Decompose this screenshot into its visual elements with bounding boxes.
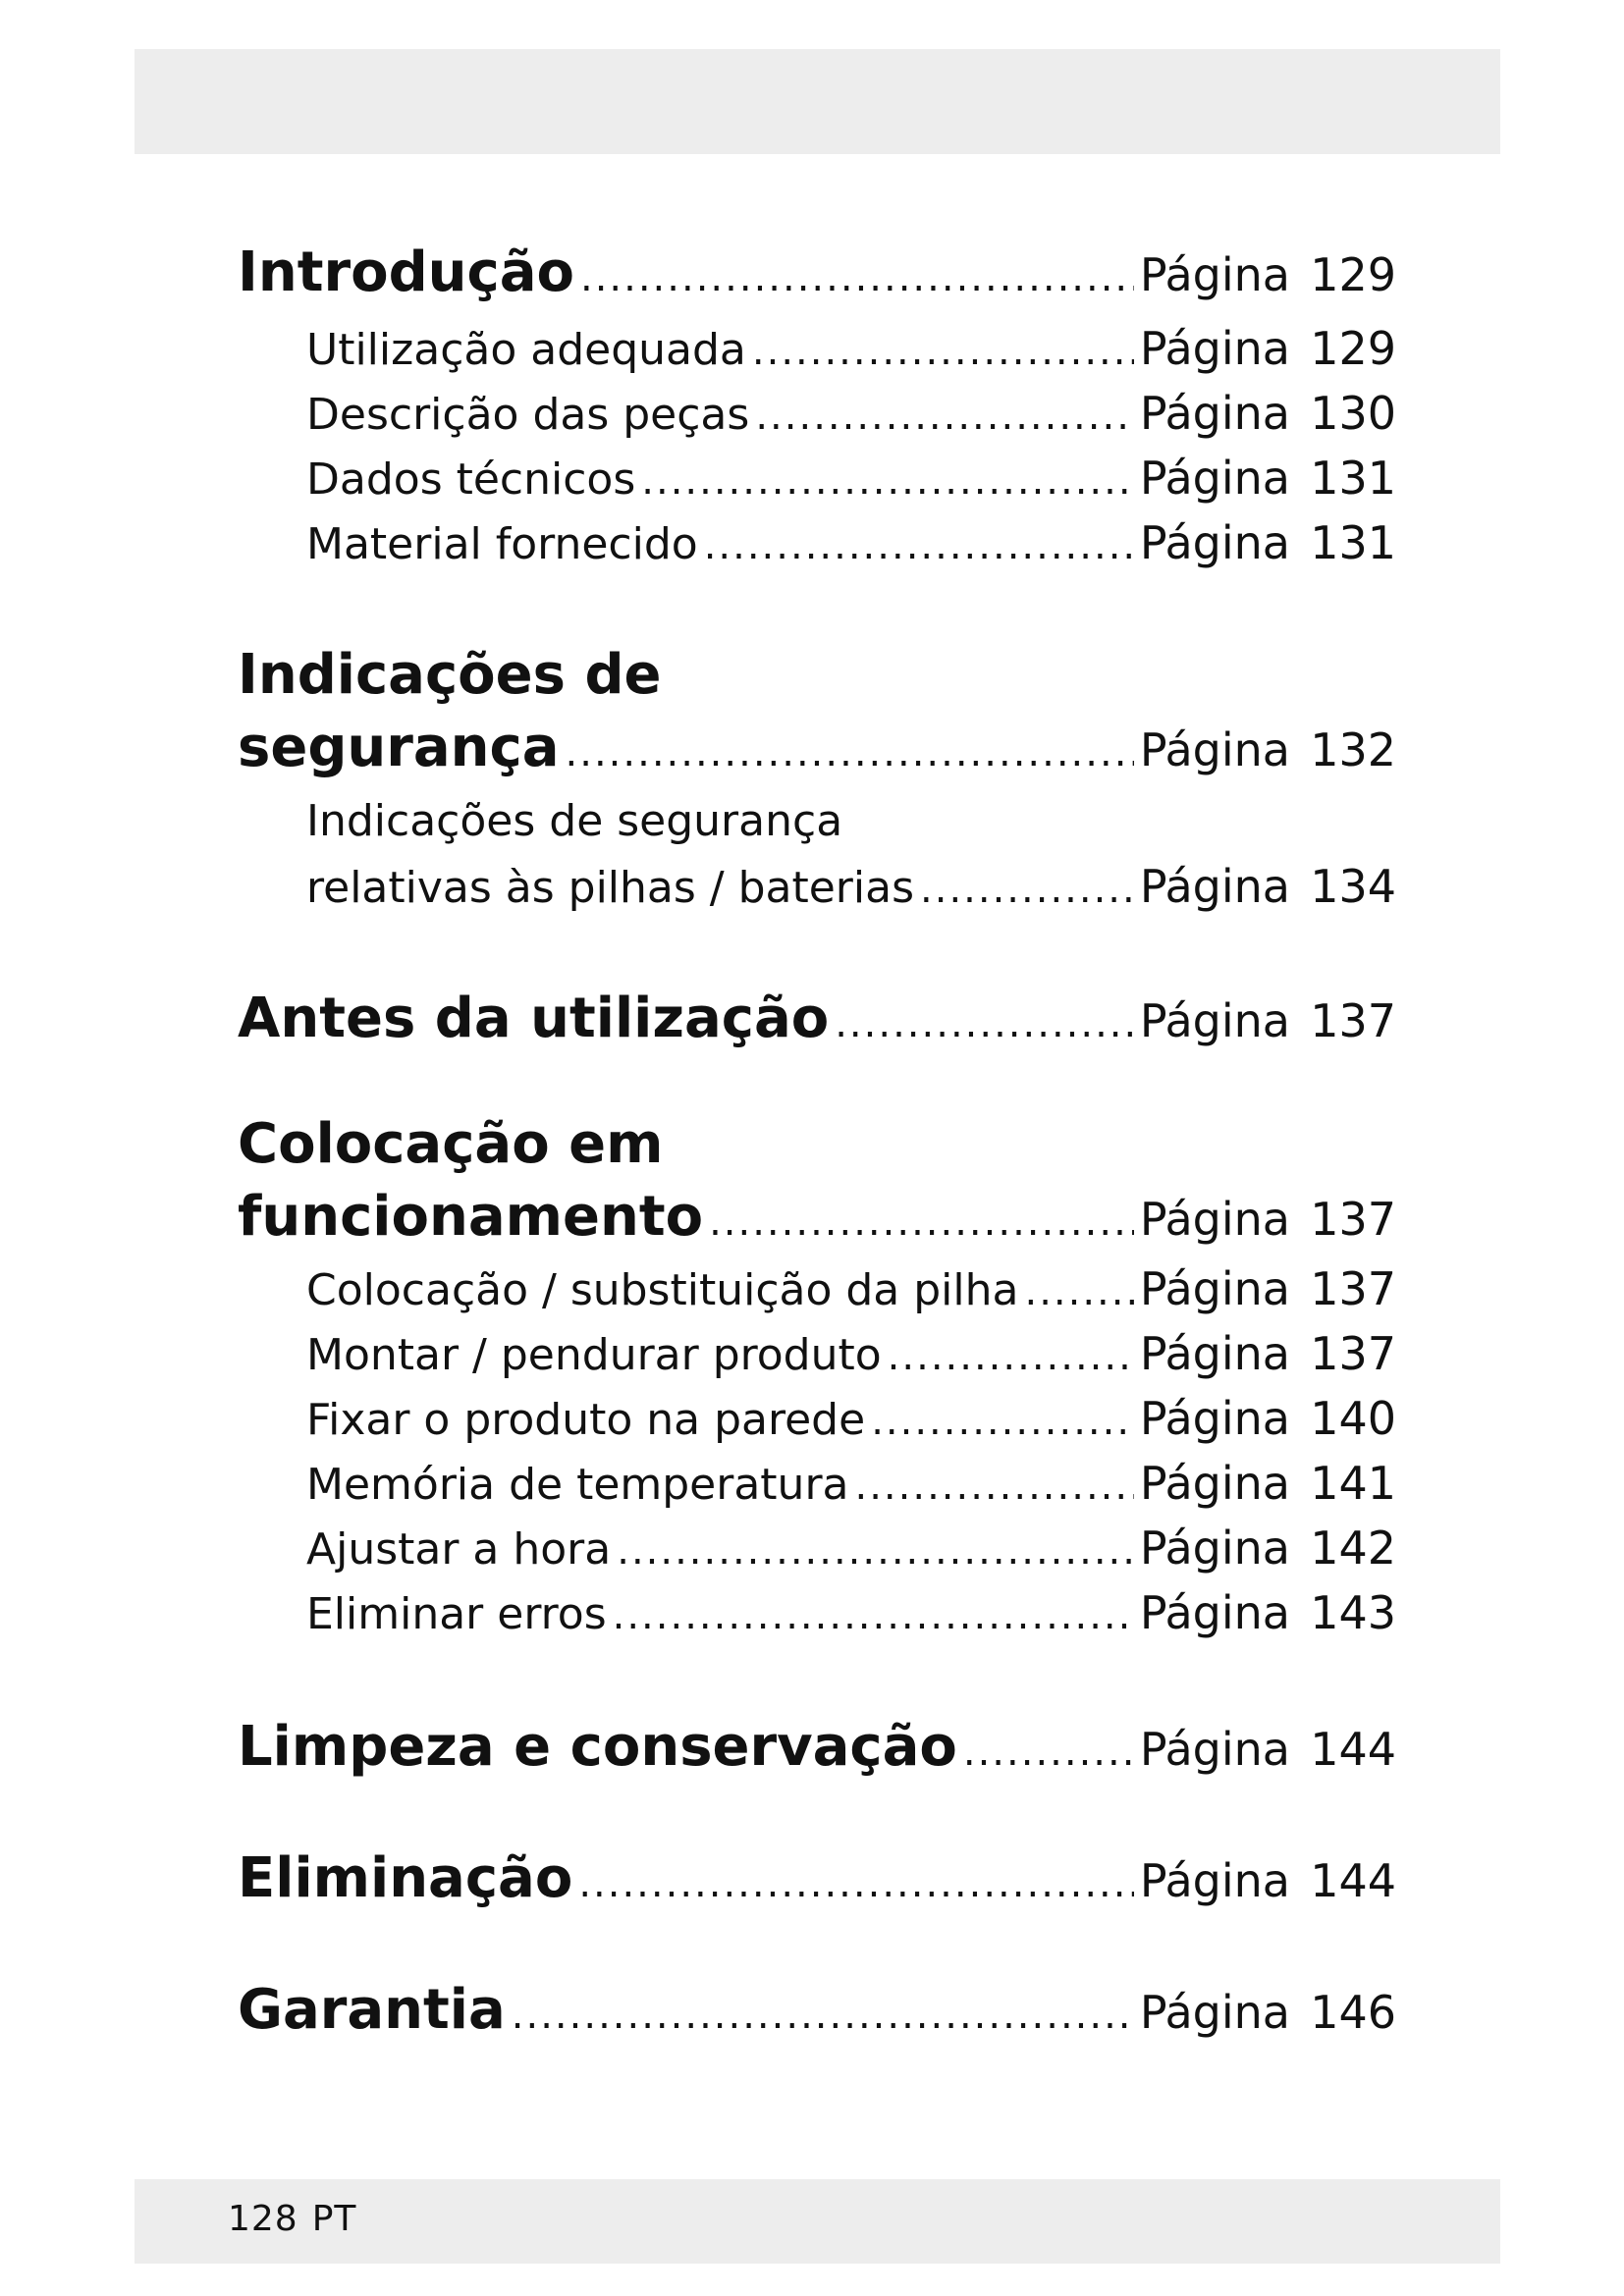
toc-title: Ajustar a hora [306,1524,612,1575]
toc-title: funcionamento [238,1185,704,1249]
toc-leader [566,716,1134,785]
toc-title: Montar / pendurar produto [306,1330,882,1380]
toc-page-number: 130 [1310,387,1396,440]
toc-page-label: Página [1139,1586,1290,1639]
toc-title: Colocação / substituição da pilha [306,1265,1019,1315]
toc-page-number: 144 [1310,1854,1396,1907]
toc-leader [871,1389,1134,1451]
toc-page-label: Página [1139,248,1290,301]
toc-subentry[interactable] [306,1256,1396,1321]
toc-title: Fixar o produto na parede [306,1395,866,1445]
toc-leader [617,1519,1134,1580]
toc-page-label: Página [1139,452,1290,505]
toc-page-number: 129 [1310,322,1396,375]
toc-page-number: 142 [1310,1522,1396,1575]
toc-entry-introducao[interactable] [238,236,1396,310]
toc-title-line: Indicações de [238,643,662,707]
toc-page-label: Página [1139,1193,1290,1246]
toc-subentry[interactable] [306,1516,1396,1580]
toc-title: Utilização adequada [306,325,746,375]
toc-title: Antes da utilização [238,987,830,1050]
toc-page-number: 146 [1310,1986,1396,2039]
toc-subentry[interactable] [306,510,1396,575]
toc-leader [641,449,1134,510]
toc-page-label: Página [1139,1392,1290,1445]
toc-entry-eliminacao[interactable] [238,1842,1396,1916]
toc-leader [709,1185,1134,1255]
toc-subentry[interactable] [306,854,1396,919]
page-number: 128 [228,2199,298,2239]
page-footer [228,2195,356,2244]
toc-title: Eliminar erros [306,1589,607,1639]
toc-leader [578,1846,1134,1916]
toc-leader [755,384,1133,446]
language-code: PT [311,2199,357,2239]
toc-page-number: 144 [1310,1723,1396,1776]
toc-entry-limpeza[interactable] [238,1710,1396,1785]
toc-title: Introdução [238,240,574,304]
toc-page-label: Página [1139,860,1290,913]
toc-leader [855,1454,1134,1516]
toc-entry-antes-da-utilizacao[interactable] [238,982,1396,1056]
toc-leader [580,240,1134,310]
toc-entry-seguranca[interactable] [238,711,1396,785]
toc-page-number: 137 [1310,1327,1396,1380]
toc-page-label: Página [1139,516,1290,569]
header-band [135,49,1500,154]
toc-leader [835,987,1134,1056]
toc-title: Dados técnicos [306,454,636,505]
toc-page-label: Página [1139,1522,1290,1575]
toc-page-number: 134 [1310,860,1396,913]
toc-title: Eliminação [238,1846,573,1910]
toc-page-number: 131 [1310,452,1396,505]
toc-page-label: Página [1139,1854,1290,1907]
toc-page-number: 129 [1310,248,1396,301]
toc-page-number: 137 [1310,994,1396,1047]
toc-title: relativas às pilhas / baterias [306,863,915,913]
toc-page-label: Página [1139,322,1290,375]
toc-page-label: Página [1139,1986,1290,2039]
toc-page-label: Página [1139,1723,1290,1776]
toc-subtitle-line: Indicações de segurança [306,796,843,846]
toc-leader [613,1583,1134,1645]
toc-page-number: 131 [1310,516,1396,569]
toc-page-label: Página [1139,387,1290,440]
toc-title: Material fornecido [306,519,698,569]
toc-page-number: 132 [1310,723,1396,776]
toc-leader [512,1978,1134,2048]
toc-entry-funcionamento[interactable] [238,1180,1396,1255]
toc-page-label: Página [1139,994,1290,1047]
toc-entry-garantia[interactable] [238,1973,1396,2048]
toc-page-label: Página [1139,1327,1290,1380]
toc-subentry[interactable] [306,316,1396,381]
toc-page-label: Página [1139,1457,1290,1510]
toc-leader [752,319,1134,381]
toc-subentry[interactable] [306,446,1396,510]
toc-page-label: Página [1139,1262,1290,1315]
toc-leader [1024,1259,1133,1321]
toc-title: Memória de temperatura [306,1460,849,1510]
toc-page-number: 141 [1310,1457,1396,1510]
toc-page-number: 143 [1310,1586,1396,1639]
toc-title: Limpeza e conservação [238,1715,957,1779]
toc-title-line: Colocação em [238,1112,664,1176]
toc-leader [963,1715,1134,1785]
toc-subentry[interactable] [306,1451,1396,1516]
toc-leader [704,513,1134,575]
toc-leader [888,1324,1134,1386]
toc-subentry[interactable] [306,381,1396,446]
toc-page-number: 137 [1310,1262,1396,1315]
toc-leader [920,857,1134,919]
toc-subentry[interactable] [306,1386,1396,1451]
toc-page-number: 137 [1310,1193,1396,1246]
toc-title: Descrição das peças [306,390,750,440]
toc-page-number: 140 [1310,1392,1396,1445]
toc-title: Garantia [238,1978,506,2042]
toc-page-label: Página [1139,723,1290,776]
toc-subentry[interactable] [306,1580,1396,1645]
toc-title: segurança [238,716,560,779]
toc-subentry[interactable] [306,1321,1396,1386]
